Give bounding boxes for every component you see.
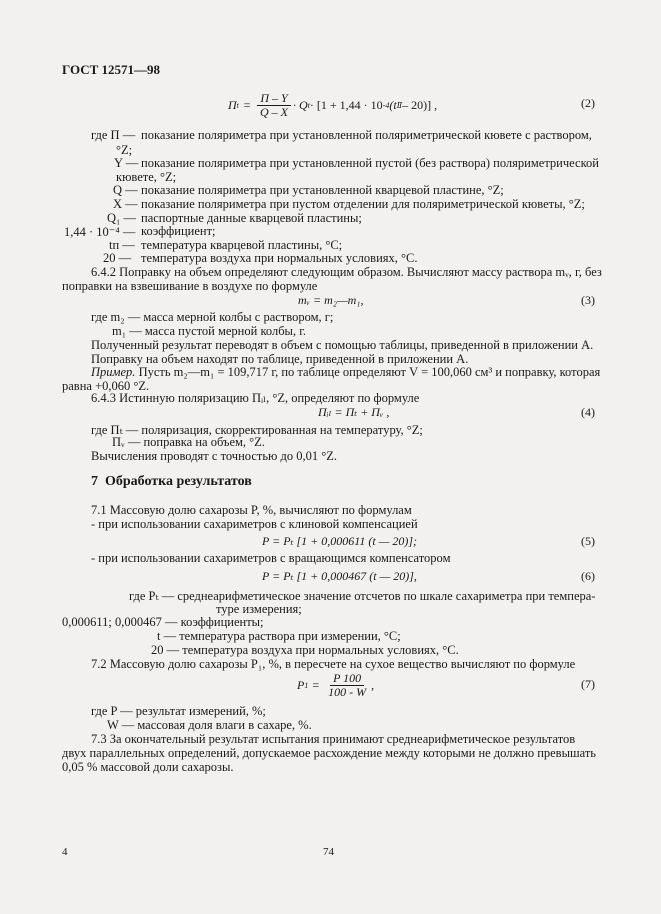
where2-text-4: показание поляриметра при установленной кварцевой пластине, °Z; [141,183,504,197]
eq2-lhs-sub: t [236,101,239,110]
eq7-lhs-sub: 1 [304,681,309,690]
eq7-lhs: P [297,678,305,692]
paragraph-correction: Поправку на объем находят по таблице, приведенной в приложении А. [91,352,469,366]
eq2-tail-sup: -4 [382,101,390,110]
where2-text-8: температура кварцевой пластины, °С; [141,238,343,252]
eq2-equals: = [242,98,252,112]
eq7-fraction [325,672,369,699]
where2-sym-6: Q₁ — [107,211,137,225]
section-number: 7 [91,474,98,489]
where4-line0: где Пₜ — поляризация, скорректированная на температуру, °Z; [91,423,423,437]
where7-line0: где P — результат измерений, %; [91,704,266,718]
paragraph-example-line2: равна +0,060 °Z. [62,379,150,393]
where2-text-5: показание поляриметра при пустом отделении для поляриметрической кюветы, °Z; [141,197,585,211]
equation-3-number: (3) [581,293,595,307]
equation-4: Пᵢₗ = Пₜ + Пᵥ , [318,405,390,419]
equation-6-number: (6) [581,569,595,583]
where2-sym-2: Y — [114,156,139,170]
eq2-tail3: – 20)] , [402,98,438,112]
eq2-rhs: · Q [293,98,308,112]
where6-line4: 20 — температура воздуха при нормальных условиях, °С. [151,643,459,657]
section-heading [91,474,252,490]
eq2-rhs-sub: t [307,101,310,110]
eq2-lhs: П [228,98,237,112]
where2-sym-7: 1,44 · 10⁻⁴ — [64,225,136,239]
equation-5: P = Pₜ [1 + 0,000611 (t — 20)]; [262,534,418,548]
where2-sym-9: 20 — [103,251,132,265]
eq7-tail: , [371,678,375,692]
where2-sym-8: tп — [109,238,135,252]
eq2-tail1: · [1 + 1,44 · 10 [309,98,383,112]
paragraph-7-2: 7.2 Массовую долю сахарозы P₁, %, в пересчете на сухое вещество вычисляют по формуле [91,657,576,671]
paragraph-7-1-a: - при использовании сахариметров с клиновой компенсацией [91,517,418,531]
equation-2 [228,92,437,119]
eq2-tail2: (t [389,98,397,112]
where2-text-9: температура воздуха при нормальных условиях, °С. [141,251,418,265]
paragraph-7-3-line3: 0,05 % массовой доли сахарозы. [62,760,234,774]
example-text: Пусть m₂—m₁ = 109,717 г, по таблице определяют V = 100,060 см³ и поправку, которая [135,365,601,379]
equation-5-number: (5) [581,534,595,548]
eq7-equals: = [312,678,320,692]
paragraph-7-1: 7.1 Массовую долю сахарозы P, %, вычисляют по формулам [91,503,412,517]
equation-2-number: (2) [581,96,595,110]
where2-text-2: показание поляриметра при установленной пустой (без раствора) поляриметрической [141,156,599,170]
paragraph-6-4-2-line1: 6.4.2 Поправку на объем определяют следующим образом. Вычисляют массу раствора mᵥ, г, без [91,265,602,279]
eq2-fraction [257,92,291,119]
where7-line1: W — массовая доля влаги в сахаре, %. [107,718,312,732]
paragraph-6-4-3: 6.4.3 Истинную поляризацию Пᵢₗ, °Z, определяют по формуле [91,391,420,405]
where2-sym-4: Q — [113,183,138,197]
where3-line0: где m₂ — масса мерной колбы с раствором, г; [91,310,334,324]
eq7-denominator: 100 - W [328,685,367,699]
equation-7 [297,672,374,699]
where6-line2: 0,000611; 0,000467 — коэффициенты; [62,615,264,629]
paragraph-calc-precision: Вычисления проводят с точностью до 0,01 °Z. [91,449,337,463]
where2-text-7: коэффициент; [141,224,216,238]
paragraph-7-3-line1: 7.3 За окончательный результат испытания принимают среднеарифметическое результатов [91,732,576,746]
where4-line1: Пᵥ — поправка на объем, °Z. [112,435,265,449]
eq2-tail-sub: Ⅱ [396,101,403,110]
equation-7-number: (7) [581,677,595,691]
where6-line1: туре измерения; [216,602,302,616]
where6-line0: где Pₜ — среднеарифметическое значение отсчетов по шкале сахариметра при темпера- [129,589,596,603]
page-number-center: 74 [323,846,334,858]
paragraph-7-1-b: - при использовании сахариметров с вращающимся компенсатором [91,551,451,565]
where2-text-1: °Z; [116,143,133,157]
page-number-left: 4 [62,846,68,858]
where2-text-3: кювете, °Z; [116,170,177,184]
example-label: Пример. [91,365,136,379]
eq7-numerator: P 100 [330,672,364,686]
where2-text-0: показание поляриметра при установленной поляриметрической кювете с раствором, [141,128,592,142]
paragraph-6-4-2-line2: поправки на взвешивание в воздухе по формуле [62,279,318,293]
eq2-numerator: П – Y [257,92,290,106]
where6-line3: t — температура раствора при измерении, °С; [157,629,401,643]
where2-text-6: паспортные данные кварцевой пластины; [141,211,362,225]
section-title: Обработка результатов [105,474,252,489]
document-id: ГОСТ 12571—98 [62,62,161,77]
equation-4-number: (4) [581,405,595,419]
where2-sym-0: где П — [91,128,136,142]
where2-sym-5: X — [113,197,138,211]
paragraph-7-3-line2: двух параллельных определений, допускаемое расхождение между которыми не должно превышать [62,746,596,760]
eq2-denominator: Q – X [260,105,289,119]
equation-3: mᵥ = m₂—m₁, [298,293,364,307]
paragraph-example [91,365,600,380]
where3-line1: m₁ — масса пустой мерной колбы, г. [112,324,307,338]
equation-6: P = Pₜ [1 + 0,000467 (t — 20)], [262,569,417,583]
paragraph-result: Полученный результат переводят в объем с помощью таблицы, приведенной в приложении А. [91,338,594,352]
